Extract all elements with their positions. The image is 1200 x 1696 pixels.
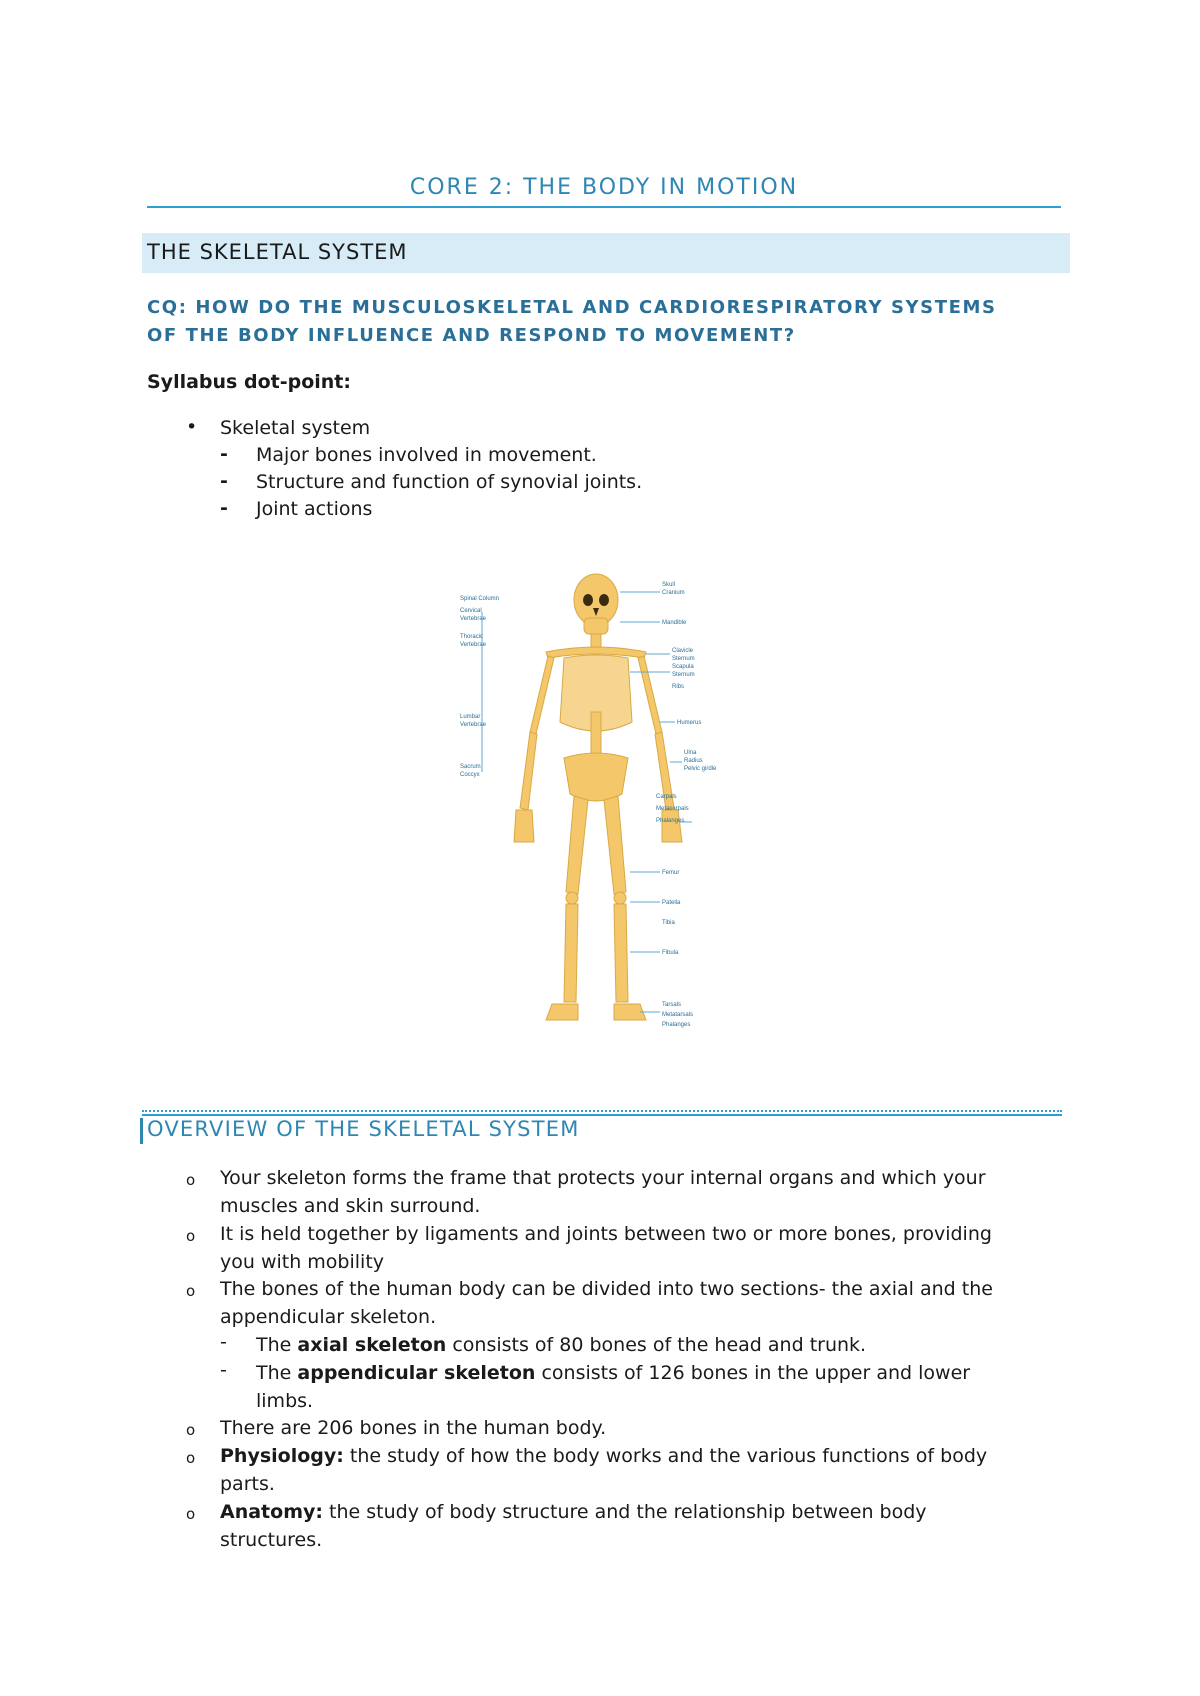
bullet-dot: • (186, 416, 198, 438)
left-humerus-shape (530, 656, 554, 734)
overview-line: It is held together by ligaments and joints between two or more bones, providing (220, 1223, 992, 1245)
dash-marker: - (220, 1359, 227, 1381)
left-labels (460, 596, 499, 778)
overview-point-2 (220, 1220, 1070, 1276)
overview-point-physiology (220, 1442, 1070, 1498)
label-sternum-upper: Sternum (672, 656, 695, 662)
syllabus-label: Syllabus dot-point: (147, 371, 351, 393)
neck-shape (591, 634, 601, 648)
label-ulna: Ulna (684, 750, 697, 756)
label-sacrum: Sacrum (460, 764, 481, 770)
label-patella: Patella (662, 900, 681, 906)
right-femur-shape (604, 796, 626, 894)
text-run: the study of body structure and the relationship between body (322, 1501, 927, 1523)
label-metacarpals: Metacarpals (656, 806, 689, 812)
overview-line: limbs. (256, 1390, 314, 1412)
overview-line: parts. (220, 1473, 275, 1495)
right-eye-socket (599, 594, 609, 606)
label-fibula: Fibula (662, 950, 679, 956)
overview-point-anatomy (220, 1498, 1070, 1554)
bold-term: axial skeleton (297, 1334, 447, 1356)
label-spinal-column: Spinal Column (460, 596, 500, 602)
left-eye-socket (583, 594, 593, 606)
label-scapula: Scapula (672, 664, 694, 670)
dash-marker: - (220, 1331, 227, 1353)
appendicular-skeleton-point (256, 1359, 1056, 1415)
overview-point-3 (220, 1275, 1070, 1331)
label-pelvic-girdle: Pelvic girdle (684, 766, 717, 772)
label-radius: Radius (684, 758, 703, 764)
content-question (147, 294, 1077, 350)
syllabus-item: Skeletal system (220, 417, 371, 439)
label-sternum: Sternum (672, 672, 695, 678)
o-bullet: o (186, 1421, 196, 1439)
label-thoracic: Thoracic (460, 634, 484, 640)
dash-marker: - (220, 470, 228, 492)
o-bullet: o (186, 1171, 196, 1189)
bold-term: Physiology: (220, 1445, 344, 1467)
label-tarsals: Tarsals (662, 1002, 682, 1008)
dash-marker: - (220, 497, 228, 519)
overview-line: appendicular skeleton. (220, 1306, 437, 1328)
label-cranium: Cranium (662, 590, 685, 596)
label-skull: Skull (662, 582, 676, 588)
o-bullet: o (186, 1227, 196, 1245)
syllabus-subitem: Joint actions (256, 498, 373, 520)
label-carpals: Carpals (656, 794, 677, 800)
label-thoracic-vertebrae: Vertebrae (460, 642, 487, 648)
overview-line: muscles and skin surround. (220, 1195, 481, 1217)
o-bullet: o (186, 1282, 196, 1300)
section-heading: THE SKELETAL SYSTEM (147, 240, 408, 264)
overview-heading: OVERVIEW OF THE SKELETAL SYSTEM (147, 1117, 580, 1141)
left-foot-shape (546, 1004, 578, 1020)
label-coccyx: Coccyx (460, 772, 480, 778)
label-metatarsals: Metatarsals (662, 1012, 694, 1018)
label-phalanges-foot: Phalanges (662, 1022, 691, 1028)
dotted-divider (142, 1110, 1062, 1112)
right-tibia-shape (614, 904, 628, 1002)
axial-skeleton-point (256, 1331, 1056, 1359)
overview-line: The bones of the human body can be divided into two sections- the axial and the (220, 1278, 993, 1300)
text-run: consists of 80 bones of the head and trunk. (446, 1334, 867, 1356)
label-ribs: Ribs (672, 684, 685, 690)
text-run: consists of 126 bones in the upper and lower (535, 1362, 971, 1384)
text-run: The (256, 1334, 298, 1356)
label-humerus: Humerus (677, 720, 702, 726)
bold-term: Anatomy: (220, 1501, 323, 1523)
cq-line-2: OF THE BODY INFLUENCE AND RESPOND TO MOVEMENT? (147, 325, 796, 346)
o-bullet: o (186, 1449, 196, 1467)
label-cervical-vertebrae: Vertebrae (460, 616, 487, 622)
solid-divider (142, 1114, 1062, 1116)
right-patella-shape (614, 892, 626, 904)
label-phalanges-hand: Phalanges (656, 818, 685, 824)
jaw-shape (584, 618, 608, 634)
text-run: The (256, 1362, 298, 1384)
left-hand-shape (514, 810, 534, 842)
bold-term: appendicular skeleton (297, 1362, 536, 1384)
overview-line: structures. (220, 1529, 323, 1551)
cq-line-1: CQ: HOW DO THE MUSCULOSKELETAL AND CARDIORESPIRATORY SYSTEMS (147, 297, 997, 318)
left-forearm-shape (520, 732, 537, 810)
heading-marker (140, 1118, 143, 1144)
label-lumbar-vertebrae: Vertebrae (460, 722, 487, 728)
o-bullet: o (186, 1505, 196, 1523)
label-clavicle: Clavicle (672, 648, 694, 654)
dash-marker: - (220, 443, 228, 465)
right-hand-shape (662, 810, 682, 842)
right-humerus-shape (638, 656, 662, 734)
label-tibia: Tibia (662, 920, 675, 926)
label-mandible: Mandible (662, 620, 687, 626)
left-patella-shape (566, 892, 578, 904)
syllabus-subitem: Major bones involved in movement. (256, 444, 597, 466)
overview-point-4: There are 206 bones in the human body. (220, 1417, 607, 1439)
overview-point-1 (220, 1164, 1070, 1220)
label-lumbar: Lumbar (460, 714, 481, 720)
overview-line: you with mobility (220, 1251, 385, 1273)
left-femur-shape (566, 796, 588, 894)
overview-line: Your skeleton forms the frame that protects your internal organs and which your (220, 1167, 986, 1189)
skeleton-diagram (460, 572, 760, 1072)
syllabus-subitem: Structure and function of synovial joints. (256, 471, 643, 493)
title-underline (147, 206, 1061, 208)
pelvis-shape (564, 753, 628, 801)
text-run: the study of how the body works and the various functions of body (343, 1445, 988, 1467)
document-title: CORE 2: THE BODY IN MOTION (409, 175, 799, 200)
left-tibia-shape (564, 904, 578, 1002)
label-cervical: Cervical (460, 608, 482, 614)
label-femur: Femur (662, 870, 680, 876)
